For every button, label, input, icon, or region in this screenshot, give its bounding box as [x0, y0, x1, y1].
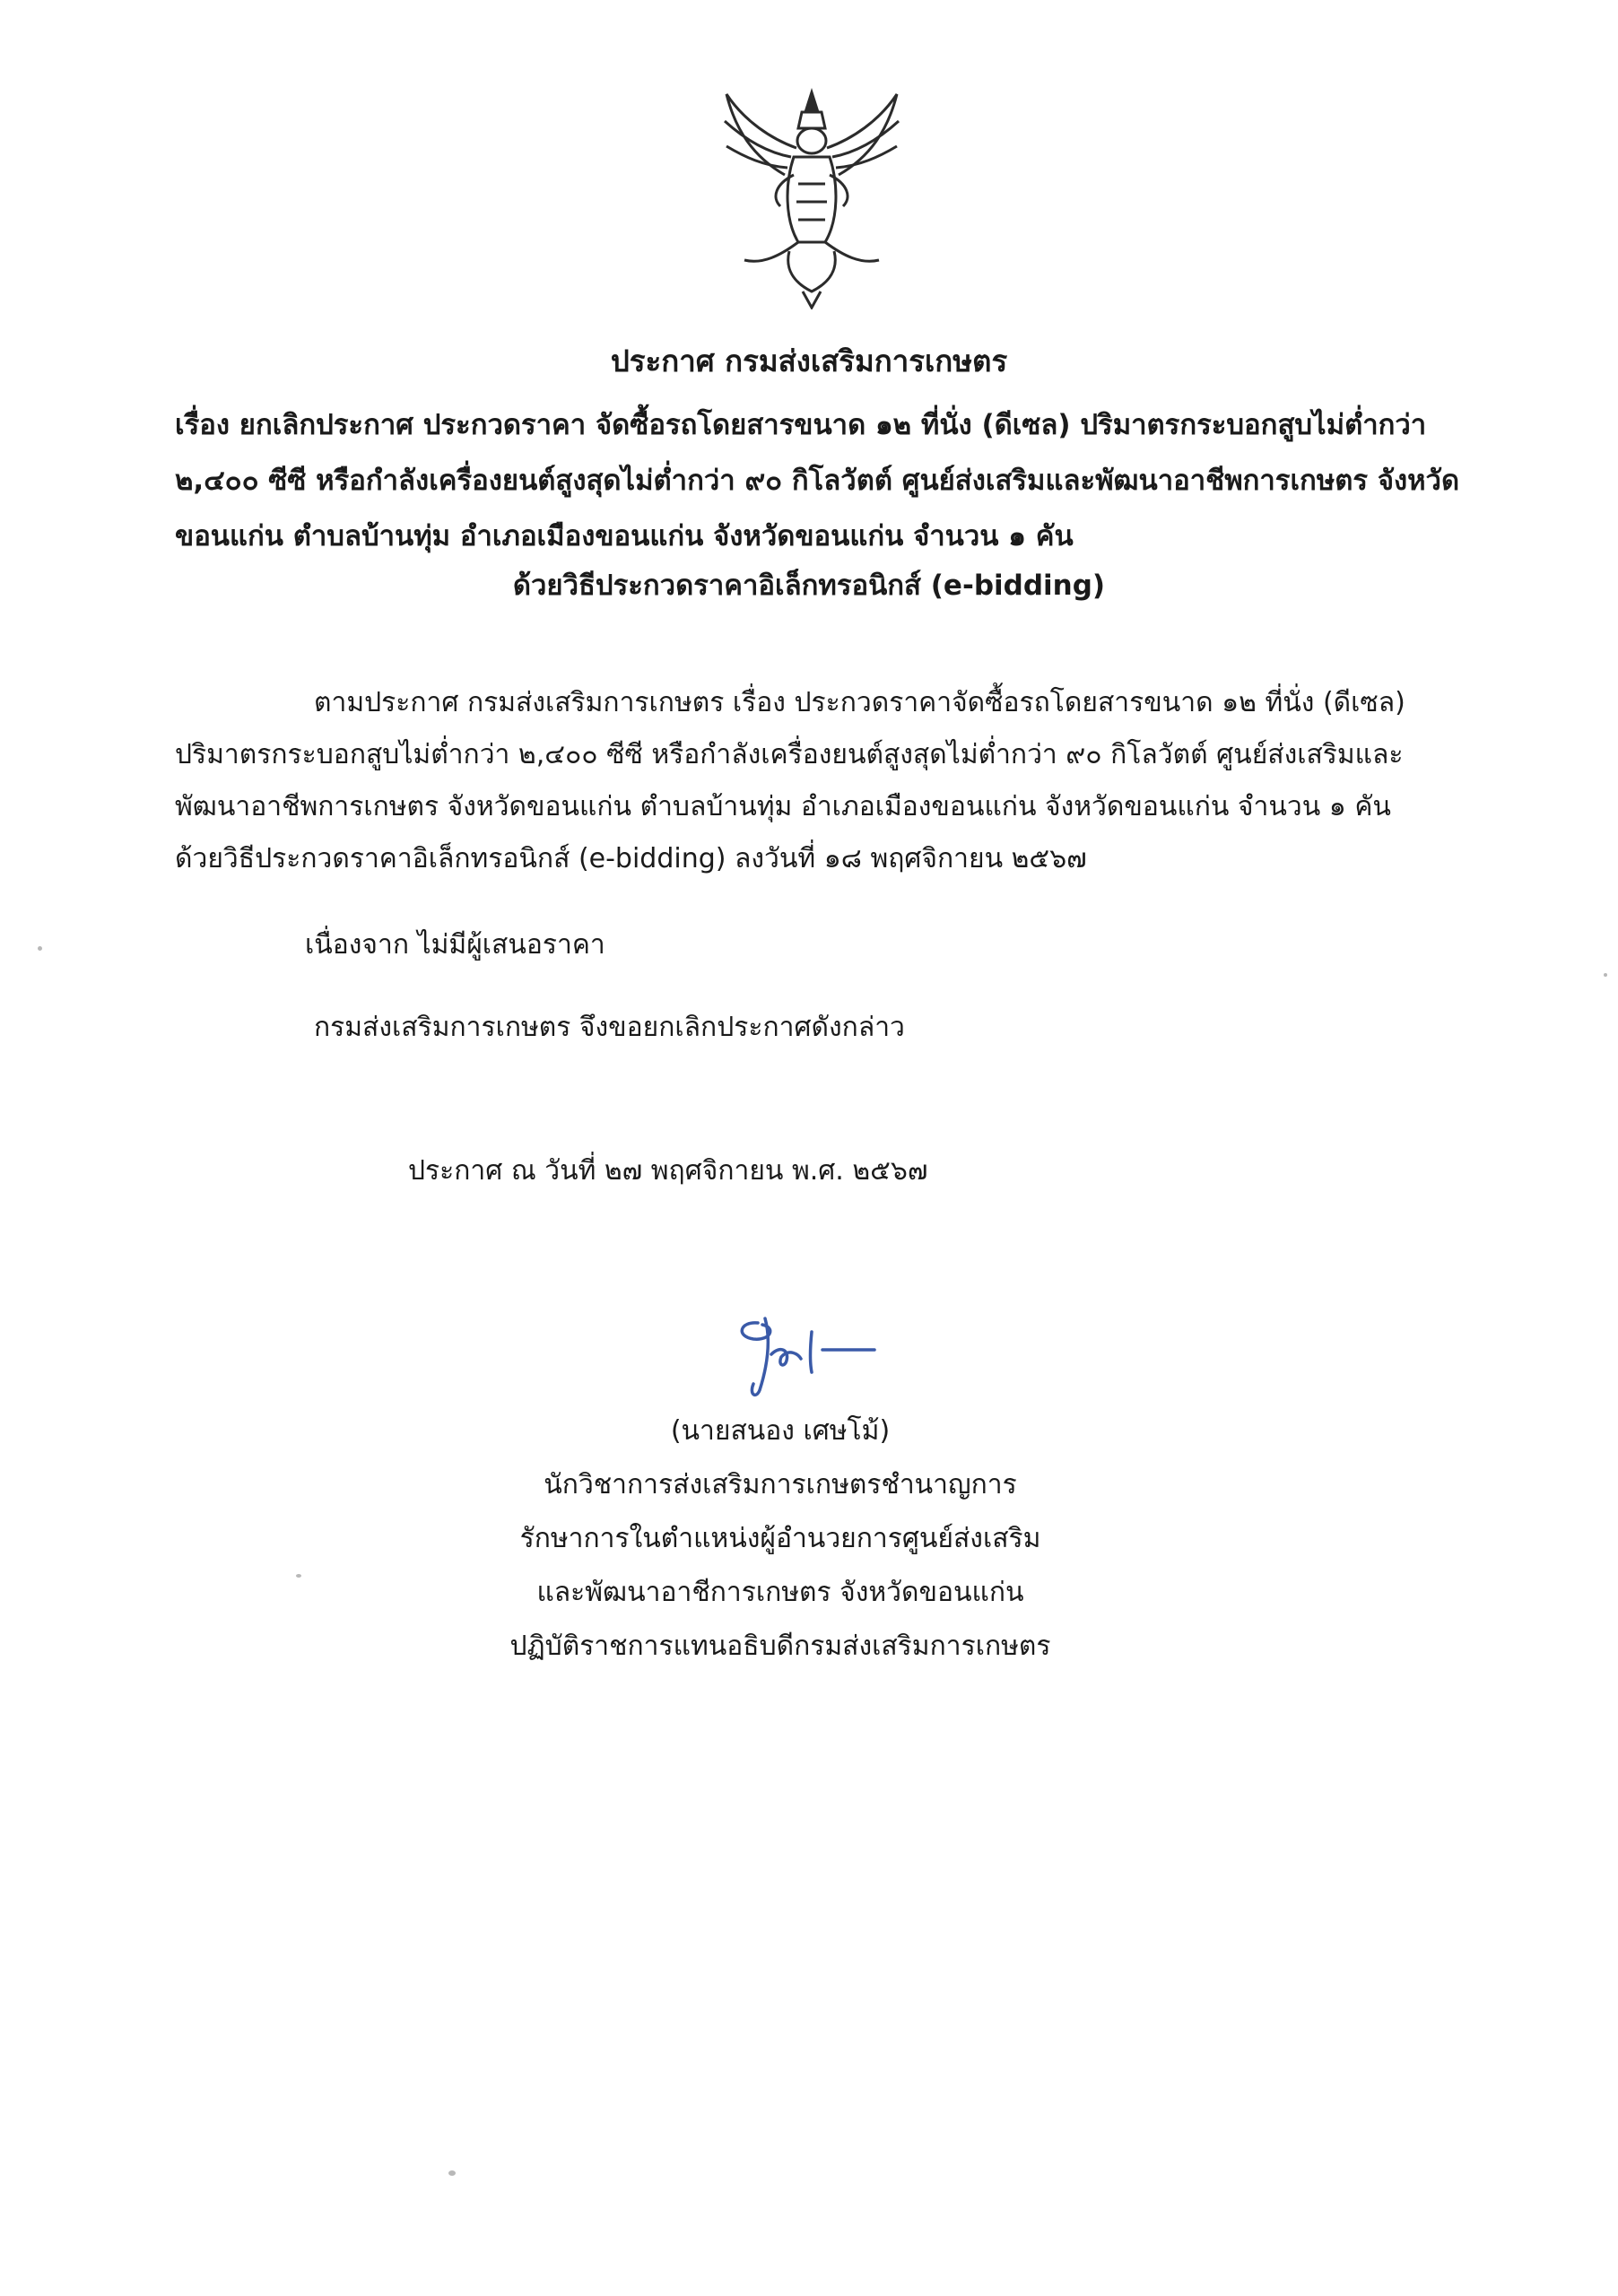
subject-line: เรื่อง ยกเลิกประกาศ ประกวดราคา จัดซื้อรถโดยสารขนาด ๑๒ ที่นั่ง (ดีเซล) ปริมาตรกระบอกสูบไม่ต่ำกว่า — [175, 409, 1427, 441]
announcement-date: ประกาศ ณ วันที่ ๒๗ พฤศจิกายน พ.ศ. ๒๕๖๗ — [408, 1155, 928, 1187]
signatory-name: (นายสนอง เศษโม้) — [670, 1415, 891, 1447]
conclusion-text: กรมส่งเสริมการเกษตร จึงขอยกเลิกประกาศดังกล่าว — [314, 1012, 905, 1043]
body-paragraph-line: ปริมาตรกระบอกสูบไม่ต่ำกว่า ๒,๔๐๐ ซีซี หรือกำลังเครื่องยนต์สูงสุดไม่ต่ำกว่า ๙๐ กิโลวัตต์ ศูนย์ส่งเสริมและ — [175, 739, 1404, 770]
subject-last-line: ด้วยวิธีประกวดราคาอิเล็กทรอนิกส์ (e-bidding) — [512, 570, 1106, 602]
signatory-position: และพัฒนาอาชีการเกษตร จังหวัดขอนแก่น — [536, 1577, 1024, 1608]
subject-line: ขอนแก่น ตำบลบ้านทุ่ม อำเภอเมืองขอนแก่น จังหวัดขอนแก่น จำนวน ๑ คัน — [175, 520, 1074, 552]
body-paragraph-line: พัฒนาอาชีพการเกษตร จังหวัดขอนแก่น ตำบลบ้านทุ่ม อำเภอเมืองขอนแก่น จังหวัดขอนแก่น จำนวน ๑ คัน — [175, 791, 1391, 822]
signatory-position: นักวิชาการส่งเสริมการเกษตรชำนาญการ — [544, 1469, 1017, 1500]
signatory-position: รักษาการในตำแหน่งผู้อำนวยการศูนย์ส่งเสริม — [519, 1523, 1041, 1554]
scan-speck — [296, 1574, 301, 1578]
scan-speck — [1604, 973, 1607, 977]
announcement-title: ประกาศ กรมส่งเสริมการเกษตร — [610, 344, 1008, 378]
scan-speck — [448, 2170, 456, 2176]
garuda-emblem-icon — [709, 85, 915, 309]
body-paragraph-line: ตามประกาศ กรมส่งเสริมการเกษตร เรื่อง ประกวดราคาจัดซื้อรถโดยสารขนาด ๑๒ ที่นั่ง (ดีเซล) — [314, 687, 1405, 718]
reason-text: เนื่องจาก ไม่มีผู้เสนอราคา — [305, 929, 605, 961]
subject-line: ๒,๔๐๐ ซีซี หรือกำลังเครื่องยนต์สูงสุดไม่ต่ำกว่า ๙๐ กิโลวัตต์ ศูนย์ส่งเสริมและพัฒนาอาชีพการเกษตร จังหวัด — [175, 465, 1460, 497]
handwritten-signature — [722, 1305, 883, 1404]
body-paragraph-line: ด้วยวิธีประกวดราคาอิเล็กทรอนิกส์ (e-bidding) ลงวันที่ ๑๘ พฤศจิกายน ๒๕๖๗ — [175, 843, 1087, 874]
signatory-position: ปฏิบัติราชการแทนอธิบดีกรมส่งเสริมการเกษตร — [509, 1631, 1051, 1662]
scan-speck — [38, 946, 42, 951]
